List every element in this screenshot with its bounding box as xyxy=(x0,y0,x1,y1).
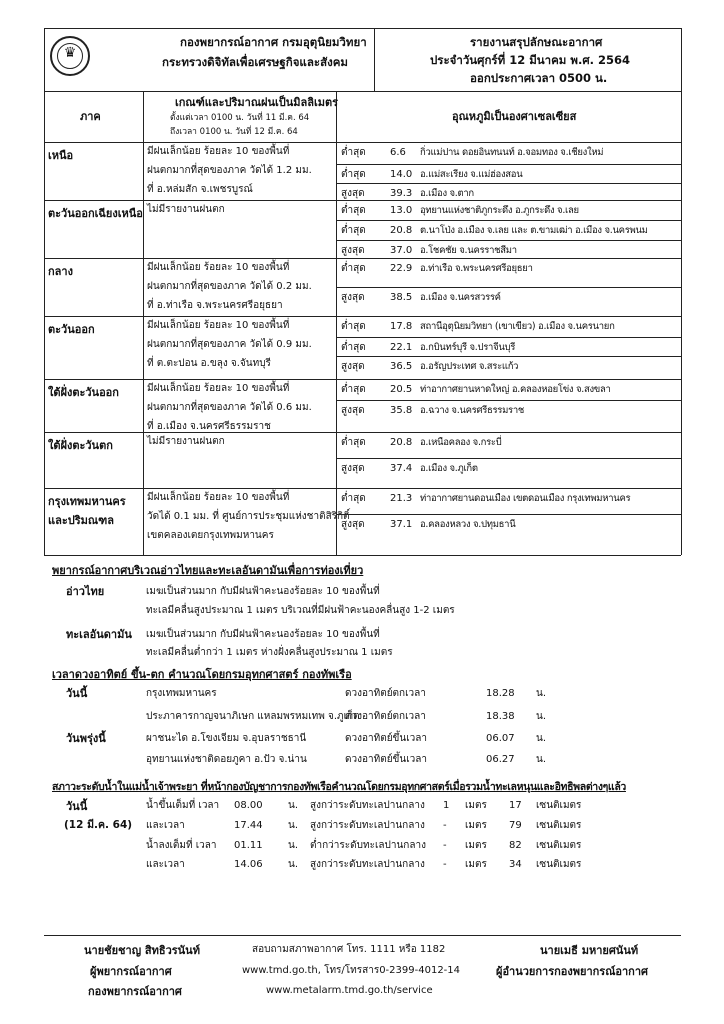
temp-line-border xyxy=(336,514,681,515)
tide-unit: น. xyxy=(288,800,299,811)
tide-time: 01.11 xyxy=(234,840,263,851)
rain-line: มีฝนเล็กน้อย ร้อยละ 10 ของพื้นที่ xyxy=(147,320,290,331)
rain-line: ที่ อ.หล่มสัก จ.เพชรบูรณ์ xyxy=(147,184,253,195)
andaman-line-1: เมฆเป็นส่วนมาก กับมีฝนฟ้าคะนองร้อยละ 10 ของพื้นที่ xyxy=(146,629,380,640)
sun-unit: น. xyxy=(536,688,547,699)
col-divider-temp xyxy=(336,91,337,555)
temp-place: อ.แม่สะเรียง จ.แม่ฮ่องสอน xyxy=(420,169,523,180)
temp-type: สูงสุด xyxy=(341,405,365,416)
tide-time: 08.00 xyxy=(234,800,263,811)
footer-divider xyxy=(44,935,681,936)
col-divider-region xyxy=(143,91,144,555)
tide-cm-unit: เซนติเมตร xyxy=(536,800,582,811)
sun-place: ผาชนะได อ.โขงเจียม จ.อุบลราชธานี xyxy=(146,733,307,744)
sun-time: 18.38 xyxy=(486,711,515,722)
sea-forecast-title: พยากรณ์อากาศบริเวณอ่าวไทยและทะเลอันดามันเพื่อการท่องเที่ยว xyxy=(52,564,364,577)
org-line-2: กระทรวงดิจิทัลเพื่อเศรษฐกิจและสังคม xyxy=(162,55,348,69)
region-row-border xyxy=(44,316,681,317)
temp-line-border xyxy=(336,287,681,288)
colhead-temp-title: อุณหภูมิเป็นองศาเซลเซียส xyxy=(452,110,577,123)
temp-type: ต่ำสุด xyxy=(341,384,366,395)
tide-desc: สูงกว่าระดับทะเลปานกลาง xyxy=(310,820,425,831)
sun-event: ดวงอาทิตย์ตกเวลา xyxy=(345,688,426,699)
sun-unit: น. xyxy=(536,711,547,722)
temp-type: สูงสุด xyxy=(341,361,365,372)
rain-line: มีฝนเล็กน้อย ร้อยละ 10 ของพื้นที่ xyxy=(147,262,290,273)
sun-time: 06.27 xyxy=(486,754,515,765)
temp-type: ต่ำสุด xyxy=(341,263,366,274)
tide-meter-unit: เมตร xyxy=(465,840,487,851)
temp-line-border xyxy=(336,337,681,338)
tide-meter-unit: เมตร xyxy=(465,800,487,811)
forecaster-name: นายชัยชาญ สิทธิวรนันท์ xyxy=(84,944,200,957)
temp-type: ต่ำสุด xyxy=(341,169,366,180)
temp-place: อ.อรัญประเทศ จ.สระแก้ว xyxy=(420,361,519,372)
temp-value: 21.3 xyxy=(390,493,413,504)
region-name: ตะวันออกเฉียงเหนือ xyxy=(48,207,143,220)
tide-date-label: (12 มี.ค. 64) xyxy=(64,819,133,831)
temp-value: 37.4 xyxy=(390,463,413,474)
region-name: ใต้ฝั่งตะวันออก xyxy=(48,386,119,399)
region-name: และปริมณฑล xyxy=(48,514,114,527)
rain-line: ที่ อ.ท่าเรือ จ.พระนครศรีอยุธยา xyxy=(147,300,283,311)
sun-day: วันนี้ xyxy=(66,687,88,700)
temp-place: อ.เมือง จ.ภูเก็ต xyxy=(420,463,478,474)
contact-website[interactable]: www.tmd.go.th, โทร/โทรสาร0-2399-4012-14 xyxy=(242,965,461,976)
temp-value: 39.3 xyxy=(390,188,413,199)
report-title: รายงานสรุปลักษณะอากาศ xyxy=(470,35,603,49)
colhead-rain-title: เกณฑ์และปริมาณฝนเป็นมิลลิเมตร xyxy=(175,96,339,109)
temp-type: สูงสุด xyxy=(341,292,365,303)
temp-type: สูงสุด xyxy=(341,463,365,474)
temp-value: 37.0 xyxy=(390,245,413,256)
sun-day: วันพรุ่งนี้ xyxy=(66,732,106,745)
sun-event: ดวงอาทิตย์ขึ้นเวลา xyxy=(345,733,428,744)
tmd-seal-logo: ♛ xyxy=(50,36,90,76)
andaman-line-2: ทะเลมีคลื่นต่ำกว่า 1 เมตร ห่างฝั่งคลื่นสูงประมาณ 1 เมตร xyxy=(146,647,393,658)
rain-line: มีฝนเล็กน้อย ร้อยละ 10 ของพื้นที่ xyxy=(147,146,290,157)
temp-place: อ.ฉวาง จ.นครศรีธรรมราช xyxy=(420,405,525,416)
tide-time: 14.06 xyxy=(234,859,263,870)
rain-line: มีฝนเล็กน้อย ร้อยละ 10 ของพื้นที่ xyxy=(147,383,290,394)
tide-unit: น. xyxy=(288,840,299,851)
rain-line: เขตคลองเตยกรุงเทพมหานคร xyxy=(147,530,274,541)
colhead-region: ภาค xyxy=(80,110,101,123)
tide-desc: ต่ำกว่าระดับทะเลปานกลาง xyxy=(310,840,426,851)
temp-type: สูงสุด xyxy=(341,245,365,256)
tide-cm-unit: เซนติเมตร xyxy=(536,840,582,851)
director-role: ผู้อำนวยการกองพยากรณ์อากาศ xyxy=(496,965,649,978)
tide-cm-unit: เซนติเมตร xyxy=(536,859,582,870)
rain-line: ฝนตกมากที่สุดของภาค วัดได้ 1.2 มม. xyxy=(147,165,312,176)
tide-desc: สูงกว่าระดับทะเลปานกลาง xyxy=(310,800,425,811)
temp-line-border xyxy=(336,240,681,241)
temp-value: 14.0 xyxy=(390,169,413,180)
sun-title: เวลาดวงอาทิตย์ ขึ้น-ตก คำนวณโดยกรมอุทกศาสตร์ กองทัพเรือ xyxy=(52,668,352,681)
temp-type: ต่ำสุด xyxy=(341,342,366,353)
temp-value: 22.1 xyxy=(390,342,413,353)
tide-time: 17.44 xyxy=(234,820,263,831)
tide-title: สภาวะระดับน้ำในแม่น้ำเจ้าพระยา ที่หน้ากองบัญชาการกองทัพเรือคำนวณโดยกรมอุทกศาสตร์เมื่อรวมน้ำทะเลหนุนและอิทธิพลต่างๆแล้ว xyxy=(52,781,626,793)
temp-place: อ.โชคชัย จ.นครราชสีมา xyxy=(420,245,517,256)
region-name: ตะวันออก xyxy=(48,323,95,336)
tide-cm: 79 xyxy=(509,820,522,831)
temp-type: ต่ำสุด xyxy=(341,437,366,448)
report-date: ประจำวันศุกร์ที่ 12 มีนาคม พ.ศ. 2564 xyxy=(430,53,631,67)
tide-label: น้ำลงเต็มที่ เวลา xyxy=(146,840,217,851)
temp-place: อ.เมือง จ.ตาก xyxy=(420,188,474,199)
forecaster-role: ผู้พยากรณ์อากาศ xyxy=(90,965,172,978)
tide-label: น้ำขึ้นเต็มที่ เวลา xyxy=(146,800,220,811)
colhead-rain-to: ถึงเวลา 0100 น. วันที่ 12 มี.ค. 64 xyxy=(170,127,298,137)
sun-event: ดวงอาทิตย์ขึ้นเวลา xyxy=(345,754,428,765)
org-line-1: กองพยากรณ์อากาศ กรมอุตุนิยมวิทยา xyxy=(180,35,367,49)
sun-place: อุทยานแห่งชาติดอยภูคา อ.ปัว จ.น่าน xyxy=(146,754,307,765)
region-name: ใต้ฝั่งตะวันตก xyxy=(48,439,113,452)
table-right-border xyxy=(681,28,682,555)
table-top-border xyxy=(44,28,681,29)
region-name: กลาง xyxy=(48,265,73,278)
header-divider xyxy=(374,28,375,91)
director-name: นายเมธี มหายศนันท์ xyxy=(540,944,639,957)
gulf-label: อ่าวไทย xyxy=(66,585,105,598)
region-row-border xyxy=(44,432,681,433)
sun-event: ดวงอาทิตย์ตกเวลา xyxy=(345,711,426,722)
temp-type: ต่ำสุด xyxy=(341,147,366,158)
temp-type: สูงสุด xyxy=(341,519,365,530)
rain-line: ฝนตกมากที่สุดของภาค วัดได้ 0.9 มม. xyxy=(147,339,312,350)
temp-place: อุทยานแห่งชาติภูกระดึง อ.ภูกระดึง จ.เลย xyxy=(420,205,579,216)
region-row-border xyxy=(44,379,681,380)
table-bottom-border xyxy=(44,555,681,556)
temp-place: ท่าอากาศยานดอนเมือง เขตดอนเมือง กรุงเทพมหานคร xyxy=(420,493,631,504)
tide-label: และเวลา xyxy=(146,820,185,831)
contact-phone: สอบถามสภาพอากาศ โทร. 1111 หรือ 1182 xyxy=(252,944,446,955)
temp-value: 6.6 xyxy=(390,147,406,158)
temp-type: ต่ำสุด xyxy=(341,493,366,504)
gulf-line-1: เมฆเป็นส่วนมาก กับมีฝนฟ้าคะนองร้อยละ 10 ของพื้นที่ xyxy=(146,586,380,597)
temp-place: อ.คลองหลวง จ.ปทุมธานี xyxy=(420,519,516,530)
tide-label: และเวลา xyxy=(146,859,185,870)
rain-line: ฝนตกมากที่สุดของภาค วัดได้ 0.6 มม. xyxy=(147,402,312,413)
region-name: เหนือ xyxy=(48,149,74,162)
temp-place: อ.เหนือคลอง จ.กระบี่ xyxy=(420,437,502,448)
temp-place: ต.นาโป่ง อ.เมือง จ.เลย และ ต.ขามเฒ่า อ.เมือง จ.นครพนม xyxy=(420,225,648,236)
region-row-border xyxy=(44,200,681,201)
sun-time: 06.07 xyxy=(486,733,515,744)
tide-meter-unit: เมตร xyxy=(465,859,487,870)
tide-cm: 82 xyxy=(509,840,522,851)
rain-line: ที่ อ.เมือง จ.นครศรีธรรมราช xyxy=(147,421,271,432)
rain-line: วัดได้ 0.1 มม. ที่ ศูนย์การประชุมแห่งชาติสิริกิติ์ xyxy=(147,511,350,522)
temp-line-border xyxy=(336,164,681,165)
table-left-border xyxy=(44,28,45,555)
region-name: กรุงเทพมหานคร xyxy=(48,495,126,508)
tide-cm: 17 xyxy=(509,800,522,811)
sun-place: กรุงเทพมหานคร xyxy=(146,688,217,699)
temp-type: ต่ำสุด xyxy=(341,225,366,236)
temp-value: 20.8 xyxy=(390,225,413,236)
temp-line-border xyxy=(336,458,681,459)
sun-place: ประภาคารกาญจนาภิเษก แหลมพรหมเทพ จ.ภูเก็ต xyxy=(146,711,360,722)
tide-cm-unit: เซนติเมตร xyxy=(536,820,582,831)
tide-desc: สูงกว่าระดับทะเลปานกลาง xyxy=(310,859,425,870)
header-bottom-border xyxy=(44,91,681,92)
tide-meter-unit: เมตร xyxy=(465,820,487,831)
colhead-rain-from: ตั้งแต่เวลา 0100 น. วันที่ 11 มี.ค. 64 xyxy=(170,113,310,123)
temp-value: 20.8 xyxy=(390,437,413,448)
rain-line: มีฝนเล็กน้อย ร้อยละ 10 ของพื้นที่ xyxy=(147,492,290,503)
tide-unit: น. xyxy=(288,820,299,831)
temp-line-border xyxy=(336,400,681,401)
tide-unit: น. xyxy=(288,859,299,870)
tide-cm: 34 xyxy=(509,859,522,870)
temp-place: อ.ท่าเรือ จ.พระนครศรีอยุธยา xyxy=(420,263,533,274)
tide-meters: - xyxy=(443,840,447,851)
temp-place: อ.กบินทร์บุรี จ.ปราจีนบุรี xyxy=(420,342,516,353)
sun-time: 18.28 xyxy=(486,688,515,699)
temp-place: กิ่วแม่ปาน ดอยอินทนนท์ อ.จอมทอง จ.เชียงใหม่ xyxy=(420,147,604,158)
region-row-border xyxy=(44,488,681,489)
sun-unit: น. xyxy=(536,754,547,765)
tide-day-label: วันนี้ xyxy=(66,800,88,813)
colhead-bottom-border xyxy=(44,142,681,143)
contact-service-url[interactable]: www.metalarm.tmd.go.th/service xyxy=(266,985,433,996)
temp-value: 22.9 xyxy=(390,263,413,274)
forecaster-dept: กองพยากรณ์อากาศ xyxy=(88,985,182,998)
temp-line-border xyxy=(336,183,681,184)
temp-value: 38.5 xyxy=(390,292,413,303)
report-time: ออกประกาศเวลา 0500 น. xyxy=(470,71,608,85)
temp-line-border xyxy=(336,356,681,357)
temp-value: 13.0 xyxy=(390,205,413,216)
temp-value: 17.8 xyxy=(390,321,413,332)
tide-meters: - xyxy=(443,820,447,831)
rain-line: ที่ ต.ตะปอน อ.ขลุง จ.จันทบุรี xyxy=(147,358,271,369)
region-row-border xyxy=(44,258,681,259)
tide-meters: 1 xyxy=(443,800,450,811)
temp-type: สูงสุด xyxy=(341,188,365,199)
temp-line-border xyxy=(336,220,681,221)
rain-line: ฝนตกมากที่สุดของภาค วัดได้ 0.2 มม. xyxy=(147,281,312,292)
temp-value: 20.5 xyxy=(390,384,413,395)
rain-line: ไม่มีรายงานฝนตก xyxy=(147,436,225,447)
temp-value: 36.5 xyxy=(390,361,413,372)
temp-type: ต่ำสุด xyxy=(341,205,366,216)
temp-place: สถานีอุตุนิยมวิทยา (เขาเขียว) อ.เมือง จ.นครนายก xyxy=(420,321,615,332)
temp-type: ต่ำสุด xyxy=(341,321,366,332)
sun-unit: น. xyxy=(536,733,547,744)
temp-value: 37.1 xyxy=(390,519,413,530)
rain-line: ไม่มีรายงานฝนตก xyxy=(147,204,225,215)
temp-place: ท่าอากาศยานหาดใหญ่ อ.คลองหอยโข่ง จ.สงขลา xyxy=(420,384,611,395)
tide-meters: - xyxy=(443,859,447,870)
temp-value: 35.8 xyxy=(390,405,413,416)
temp-place: อ.เมือง จ.นครสวรรค์ xyxy=(420,292,501,303)
gulf-line-2: ทะเลมีคลื่นสูงประมาณ 1 เมตร บริเวณที่มีฝนฟ้าคะนองคลื่นสูง 1-2 เมตร xyxy=(146,605,455,616)
andaman-label: ทะเลอันดามัน xyxy=(66,628,132,641)
